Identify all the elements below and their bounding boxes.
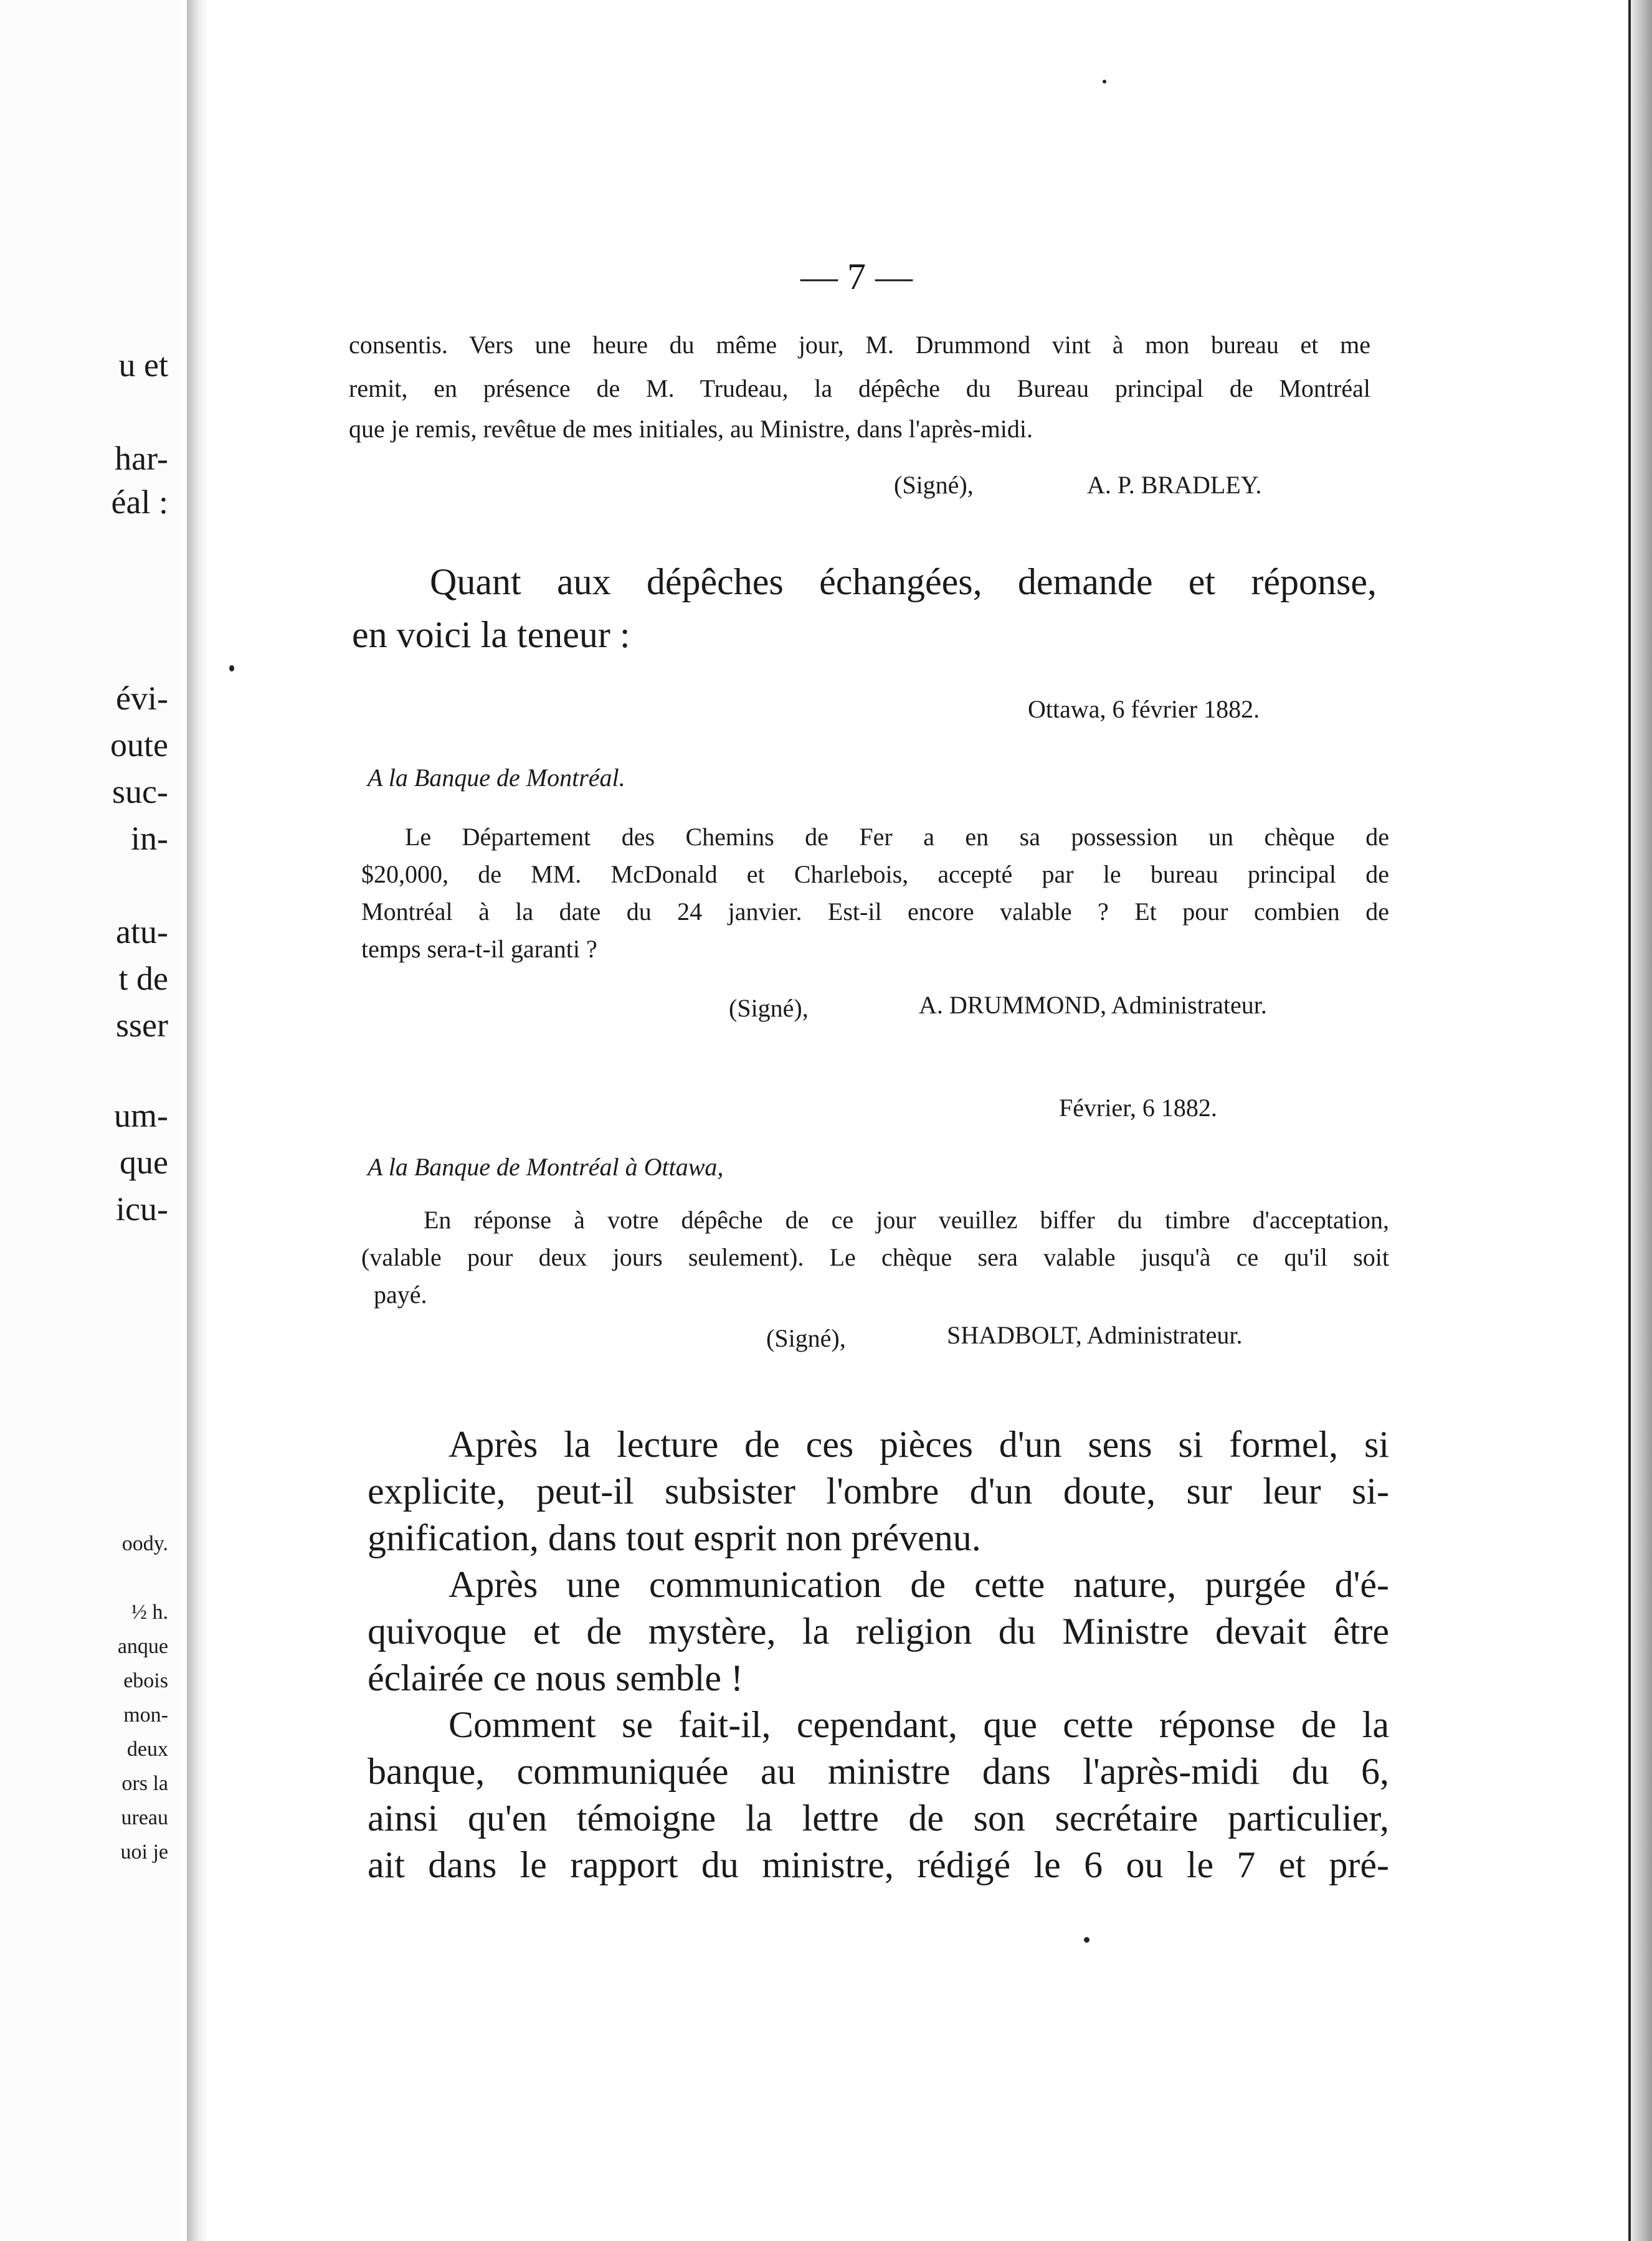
body-line: Après la lecture de ces pièces d'un sens si formel, si: [449, 1424, 1389, 1465]
body-line: éclairée ce nous semble !: [368, 1657, 744, 1699]
telegram-line: En réponse à votre dépêche de ce jour veuillez biffer du timbre d'acceptation,: [424, 1206, 1389, 1234]
facing-page-fragment: uoi je: [120, 1841, 168, 1864]
facing-page-fragment: oute: [110, 726, 168, 764]
ink-speck: [1084, 1937, 1089, 1943]
signature-label: (Signé),: [894, 471, 974, 499]
facing-page-fragment: icu-: [116, 1190, 168, 1228]
facing-page-fragment: ebois: [123, 1669, 168, 1692]
intro-line: remit, en présence de M. Trudeau, la dépêche du Bureau principal de Montréal: [349, 374, 1370, 402]
facing-page-fragment: ½ h.: [131, 1601, 168, 1624]
body-line: Après une communication de cette nature, purgée d'é-: [449, 1564, 1389, 1605]
facing-page-fragment: mon-: [123, 1703, 168, 1727]
body-line: Comment se fait-il, cependant, que cette réponse de la: [449, 1704, 1389, 1745]
book-gutter: [187, 0, 208, 2241]
facing-page-fragment: har-: [115, 440, 168, 477]
body-line: banque, communiquée au ministre dans l'après-midi du 6,: [368, 1751, 1389, 1792]
telegram-line: temps sera-t-il garanti ?: [361, 935, 597, 963]
facing-page-fragment: um-: [114, 1097, 168, 1134]
page-edge: [1626, 0, 1652, 2241]
ink-speck: [229, 665, 234, 671]
body-line: gnification, dans tout esprit non prévenu.: [368, 1517, 981, 1558]
signature-label: (Signé),: [766, 1324, 846, 1352]
facing-page-fragment: in-: [131, 820, 168, 857]
signature-label: (Signé),: [729, 994, 809, 1022]
facing-page-fragment: suc-: [112, 773, 168, 810]
telegram-date: Ottawa, 6 février 1882.: [1028, 695, 1260, 723]
page-number: — 7 —: [800, 256, 913, 297]
telegram-line: Le Département des Chemins de Fer a en sa possession un chèque de: [405, 823, 1389, 851]
intro-line: consentis. Vers une heure du même jour, M. Drummond vint à mon bureau et me: [349, 331, 1370, 359]
facing-page-fragment: éal :: [111, 483, 168, 521]
telegram-date: Février, 6 1882.: [1059, 1094, 1217, 1122]
facing-page-fragment: que: [120, 1144, 168, 1181]
telegram-line: (valable pour deux jours seulement). Le chèque sera valable jusqu'à ce qu'il soit: [361, 1243, 1389, 1271]
telegram-line: $20,000, de MM. McDonald et Charlebois, accepté par le bureau principal de: [361, 860, 1389, 888]
signature-name: A. P. BRADLEY.: [1087, 471, 1262, 499]
facing-page-fragment: deux: [126, 1738, 168, 1761]
body-line: ait dans le rapport du ministre, rédigé le 6 ou le 7 et pré-: [368, 1844, 1389, 1885]
facing-page: [0, 0, 181, 2241]
telegram-address: A la Banque de Montréal à Ottawa,: [368, 1153, 724, 1181]
facing-page-fragment: oody.: [121, 1532, 168, 1555]
ink-speck: [1103, 80, 1106, 83]
facing-page-fragment: t de: [118, 960, 168, 997]
heading-line: Quant aux dépêches échangées, demande et réponse,: [430, 561, 1377, 602]
facing-page-fragment: atu-: [116, 913, 168, 950]
signature-name: A. DRUMMOND, Administrateur.: [919, 991, 1267, 1019]
facing-page-fragment: évi-: [116, 680, 168, 717]
body-line: quivoque et de mystère, la religion du Ministre devait être: [368, 1611, 1389, 1652]
telegram-line: Montréal à la date du 24 janvier. Est-il encore valable ? Et pour combien de: [361, 898, 1389, 926]
telegram-address: A la Banque de Montréal.: [368, 764, 625, 792]
body-line: explicite, peut-il subsister l'ombre d'un doute, sur leur si-: [368, 1471, 1389, 1512]
signature-name: SHADBOLT, Administrateur.: [947, 1321, 1243, 1349]
telegram-line: payé.: [374, 1281, 427, 1309]
facing-page-fragment: ureau: [121, 1806, 168, 1829]
facing-page-fragment: u et: [118, 346, 168, 384]
intro-line: que je remis, revêtue de mes initiales, au Ministre, dans l'après-midi.: [349, 415, 1033, 443]
facing-page-fragment: ors la: [121, 1772, 168, 1795]
facing-page-fragment: anque: [117, 1635, 168, 1658]
body-line: ainsi qu'en témoigne la lettre de son secrétaire particulier,: [368, 1798, 1389, 1839]
heading-line: en voici la teneur :: [352, 614, 630, 655]
facing-page-fragment: sser: [116, 1007, 168, 1044]
